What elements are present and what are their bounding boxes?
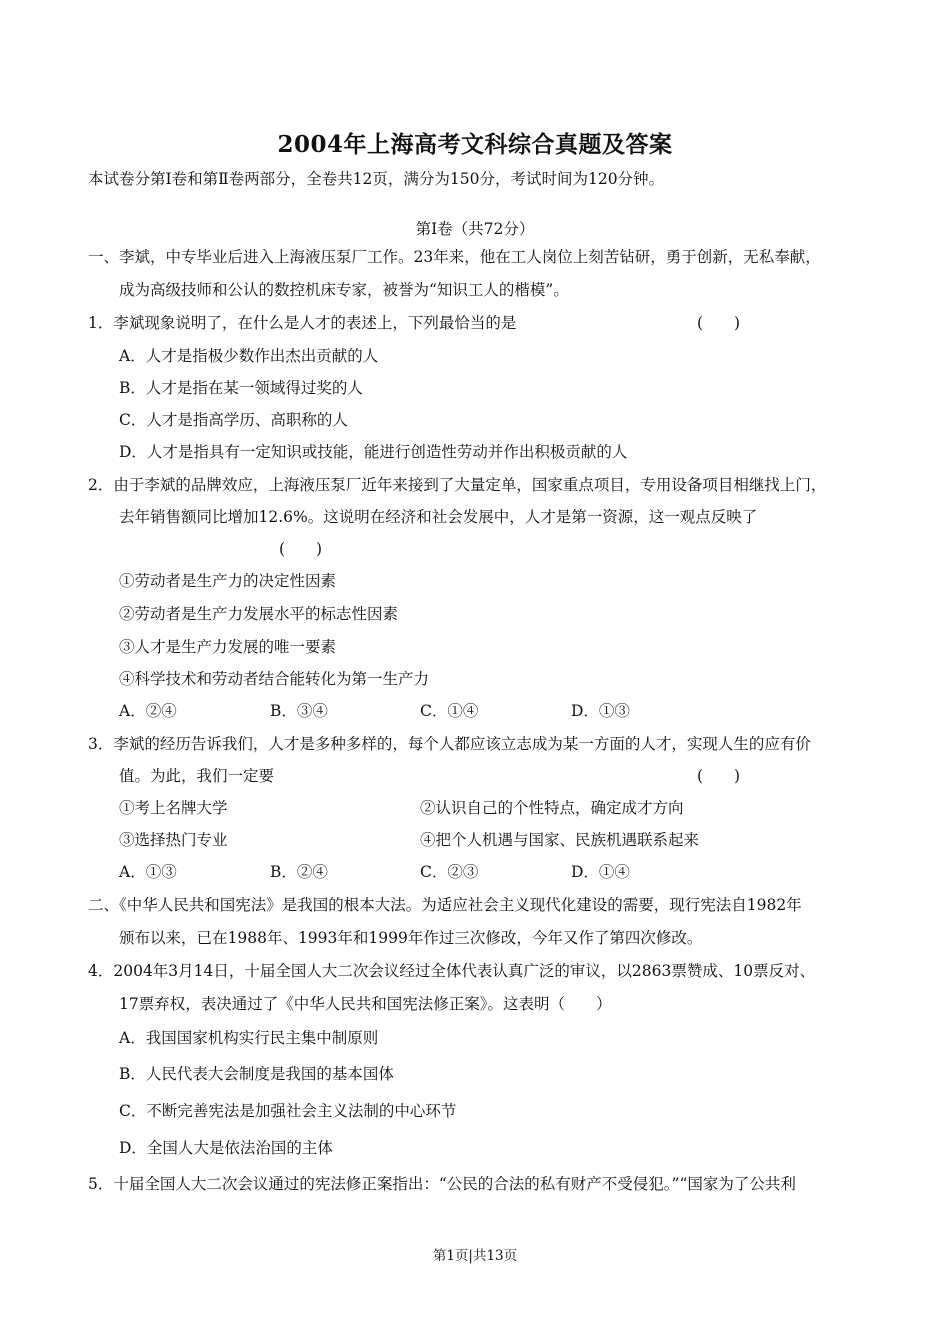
q3-statement-2: ②认识自己的个性特点，确定成才方向: [420, 799, 684, 817]
q2-statement-1: ①劳动者是生产力的决定性因素: [119, 572, 337, 590]
part2-line1: 二、《中华人民共和国宪法》是我国的根本大法。为适应社会主义现代化建设的需要，现行宪法自1982年: [88, 896, 802, 914]
q1-option-b: B．人才是指在某一领域得过奖的人: [119, 379, 363, 397]
q2-option-b: B．③④: [270, 702, 328, 720]
q2-statement-2: ②劳动者是生产力发展水平的标志性因素: [119, 605, 399, 623]
q2-option-c: C．①④: [420, 702, 479, 720]
q4-option-a: A．我国国家机构实行民主集中制原则: [119, 1029, 379, 1047]
intro-text: 本试卷分第Ⅰ卷和第Ⅱ卷两部分，全卷共12页，满分为150分，考试时间为120分钟。: [88, 170, 665, 188]
q1-option-c: C．人才是指高学历、高职称的人: [119, 411, 348, 429]
q4-stem-line1: 4．2004年3月14日，十届全国人大二次会议经过全体代表认真广泛的审议，以2863票赞成、10票反对、: [88, 962, 816, 980]
q3-option-d: D．①④: [571, 863, 630, 881]
q3-answer-bracket: ( ): [697, 767, 741, 785]
q2-statement-4: ④科学技术和劳动者结合能转化为第一生产力: [119, 670, 430, 688]
q1-stem: 1．李斌现象说明了，在什么是人才的表述上，下列最恰当的是: [88, 314, 517, 332]
part2-line2: 颁布以来，已在1988年、1993年和1999年作过三次修改，今年又作了第四次修改。: [119, 929, 703, 947]
page-footer: 第1页|共13页: [432, 1248, 518, 1264]
q3-option-b: B．②④: [270, 863, 328, 881]
q1-answer-bracket: ( ): [697, 314, 741, 332]
q2-stem-line2: 去年销售额同比增加12.6%。这说明在经济和社会发展中，人才是第一资源，这一观点反映了: [119, 508, 758, 526]
part1-line1: 一、李斌，中专毕业后进入上海液压泵厂工作。23年来，他在工人岗位上刻苦钻研，勇于创新，无私奉献，: [88, 248, 821, 266]
q4-option-b: B．人民代表大会制度是我国的基本国体: [119, 1065, 394, 1083]
q1-option-a: A．人才是指极少数作出杰出贡献的人: [119, 347, 379, 365]
q4-option-c: C．不断完善宪法是加强社会主义法制的中心环节: [119, 1102, 457, 1120]
document-title: 2004年上海高考文科综合真题及答案: [277, 131, 673, 158]
q3-option-a: A．①③: [119, 863, 177, 881]
section-heading: 第Ⅰ卷（共72分）: [415, 220, 535, 238]
q3-option-c: C．②③: [420, 863, 479, 881]
q2-option-a: A．②④: [119, 702, 177, 720]
q4-stem-line2: 17票弃权，表决通过了《中华人民共和国宪法修正案》。这表明（ ）: [119, 995, 612, 1013]
q1-option-d: D．人才是指具有一定知识或技能，能进行创造性劳动并作出积极贡献的人: [119, 443, 628, 461]
q4-option-d: D．全国人大是依法治国的主体: [119, 1139, 333, 1157]
q3-stem-line1: 3．李斌的经历告诉我们，人才是多种多样的，每个人都应该立志成为某一方面的人才，实现人生的应有价: [88, 735, 811, 753]
q2-option-d: D．①③: [571, 702, 630, 720]
q2-statement-3: ③人才是生产力发展的唯一要素: [119, 638, 337, 656]
q5-stem-line1: 5．十届全国人大二次会议通过的宪法修正案指出：“公民的合法的私有财产不受侵犯。”“国家为了公共利: [88, 1175, 796, 1193]
part1-line2: 成为高级技师和公认的数控机床专家，被誉为“知识工人的楷模”。: [119, 281, 569, 299]
q3-statement-4: ④把个人机遇与国家、民族机遇联系起来: [420, 831, 700, 849]
q3-statement-3: ③选择热门专业: [119, 831, 228, 849]
q2-answer-bracket: ( ): [279, 540, 323, 558]
q3-statement-1: ①考上名牌大学: [119, 799, 228, 817]
q3-stem-line2: 值。为此，我们一定要: [119, 767, 275, 785]
q2-stem-line1: 2．由于李斌的品牌效应，上海液压泵厂近年来接到了大量定单，国家重点项目，专用设备项目相继找上门，: [88, 476, 827, 494]
